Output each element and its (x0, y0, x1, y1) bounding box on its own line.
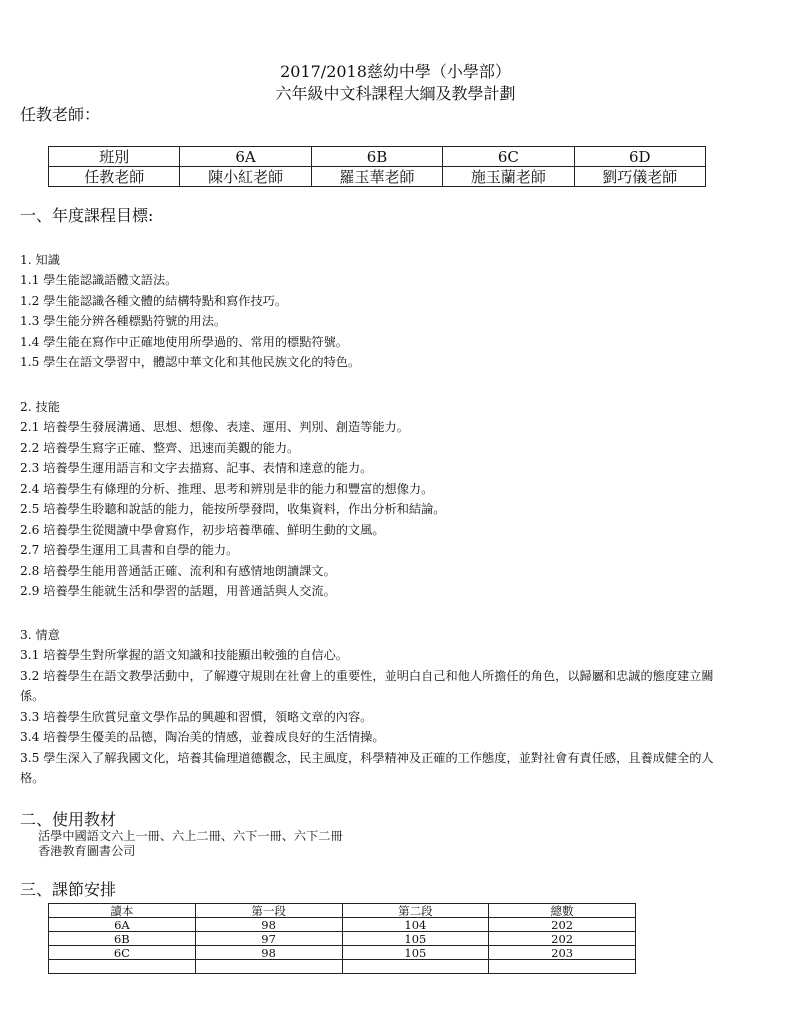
list-item: 2.6 培養學生從閱讀中學會寫作，初步培養準確、鮮明生動的文風。 (20, 522, 385, 537)
table-cell: 任教老師 (49, 167, 180, 187)
list-item: 2.9 培養學生能就生活和學習的話題，用普通話與人交流。 (20, 584, 336, 598)
table-cell (49, 960, 196, 974)
section-heading-materials: 二、使用教材 (20, 810, 117, 829)
list-item: 3.3 培養學生欣賞兒童文學作品的興趣和習慣，領略文章的內容。 (20, 709, 373, 724)
teacher-table (48, 146, 706, 187)
table-cell: 6C (49, 946, 196, 960)
table-row (49, 918, 636, 932)
document-title-line2: 六年級中文科課程大綱及教學計劃 (275, 84, 516, 103)
table-header-cell: 班別 (49, 147, 180, 167)
teacher-table-row (49, 167, 706, 187)
attitude-section (20, 625, 720, 789)
list-item: 3.4 培養學生優美的品德，陶冶美的情感，並養成良好的生活情操。 (20, 730, 385, 744)
list-item: 2.8 培養學生能用普通話正確、流利和有感情地朗讀課文。 (20, 563, 336, 578)
table-header-cell: 總數 (489, 904, 636, 918)
category-title: 3. 情意 (20, 628, 60, 642)
list-item: 2.4 培養學生有條理的分析、推理、思考和辨別是非的能力和豐富的想像力。 (20, 481, 434, 496)
table-cell (342, 960, 489, 974)
table-header-cell: 讀本 (49, 904, 196, 918)
list-item: 1.3 學生能分辨各種標點符號的用法。 (20, 314, 227, 328)
list-item: 2.2 培養學生寫字正確、整齊、迅速而美觀的能力。 (20, 440, 300, 455)
table-header-cell: 第二段 (342, 904, 489, 918)
list-item: 3.2 培養學生在語文教學活動中，了解遵守規則在社會上的重要性，並明白自己和他人所擔任的角色，以歸屬和忠誠的態度建立關係。 (20, 668, 714, 703)
table-cell: 97 (195, 932, 342, 946)
list-item: 2.5 培養學生聆聽和說話的能力，能按所學發問，收集資料，作出分析和結論。 (20, 502, 446, 516)
table-row (49, 946, 636, 960)
publisher-name: 香港教育圖書公司 (38, 844, 136, 858)
list-item: 3.5 學生深入了解我國文化，培養其倫理道德觀念，民主風度，科學精神及正確的工作態度，並對社會有責任感，且養成健全的人格。 (20, 750, 714, 785)
table-header-cell: 6B (311, 147, 442, 167)
list-item: 2.1 培養學生發展溝通、思想、想像、表達、運用、判別、創造等能力。 (20, 420, 409, 434)
lesson-table-header-row (49, 904, 636, 918)
knowledge-section (20, 250, 720, 373)
table-cell: 104 (342, 918, 489, 932)
list-item: 2.7 培養學生運用工具書和自學的能力。 (20, 543, 239, 557)
table-cell: 105 (342, 946, 489, 960)
list-item: 1.4 學生能在寫作中正確地使用所學過的、常用的標點符號。 (20, 334, 348, 349)
table-cell: 98 (195, 918, 342, 932)
materials-block (38, 829, 343, 859)
table-cell: 6B (49, 932, 196, 946)
table-cell: 劉巧儀老師 (574, 167, 705, 187)
table-cell: 施玉蘭老師 (443, 167, 574, 187)
list-item: 1.1 學生能認識語體文語法。 (20, 273, 178, 287)
table-header-cell: 6C (443, 147, 574, 167)
table-header-cell: 第一段 (195, 904, 342, 918)
category-title: 2. 技能 (20, 400, 60, 414)
list-item: 1.5 學生在語文學習中，體認中華文化和其他民族文化的特色。 (20, 355, 361, 369)
lesson-table (48, 903, 636, 974)
table-cell: 203 (489, 946, 636, 960)
section-heading-lessons: 三、課節安排 (20, 880, 117, 899)
table-cell: 202 (489, 918, 636, 932)
section-heading-objectives: 一、年度課程目標: (20, 206, 154, 225)
document-title-line1: 2017/2018慈幼中學（小學部） (280, 62, 511, 81)
skills-section (20, 397, 720, 602)
table-cell: 6A (49, 918, 196, 932)
list-item: 3.1 培養學生對所掌握的語文知識和技能顯出較強的自信心。 (20, 648, 348, 662)
category-title: 1. 知識 (20, 253, 60, 267)
teacher-label: 任教老師： (20, 105, 101, 124)
table-cell: 202 (489, 932, 636, 946)
table-row (49, 960, 636, 974)
teacher-table-header-row (49, 147, 706, 167)
textbook-name: 活學中國語文六上一冊、六上二冊、六下一冊、六下二冊 (38, 829, 343, 843)
table-header-cell: 6A (180, 147, 311, 167)
list-item: 2.3 培養學生運用語言和文字去描寫、記事、表情和達意的能力。 (20, 461, 373, 475)
table-cell: 羅玉華老師 (311, 167, 442, 187)
table-header-cell: 6D (574, 147, 705, 167)
table-row (49, 932, 636, 946)
table-cell (489, 960, 636, 974)
table-cell: 陳小紅老師 (180, 167, 311, 187)
table-cell: 98 (195, 946, 342, 960)
table-cell: 105 (342, 932, 489, 946)
list-item: 1.2 學生能認識各種文體的結構特點和寫作技巧。 (20, 293, 288, 308)
table-cell (195, 960, 342, 974)
